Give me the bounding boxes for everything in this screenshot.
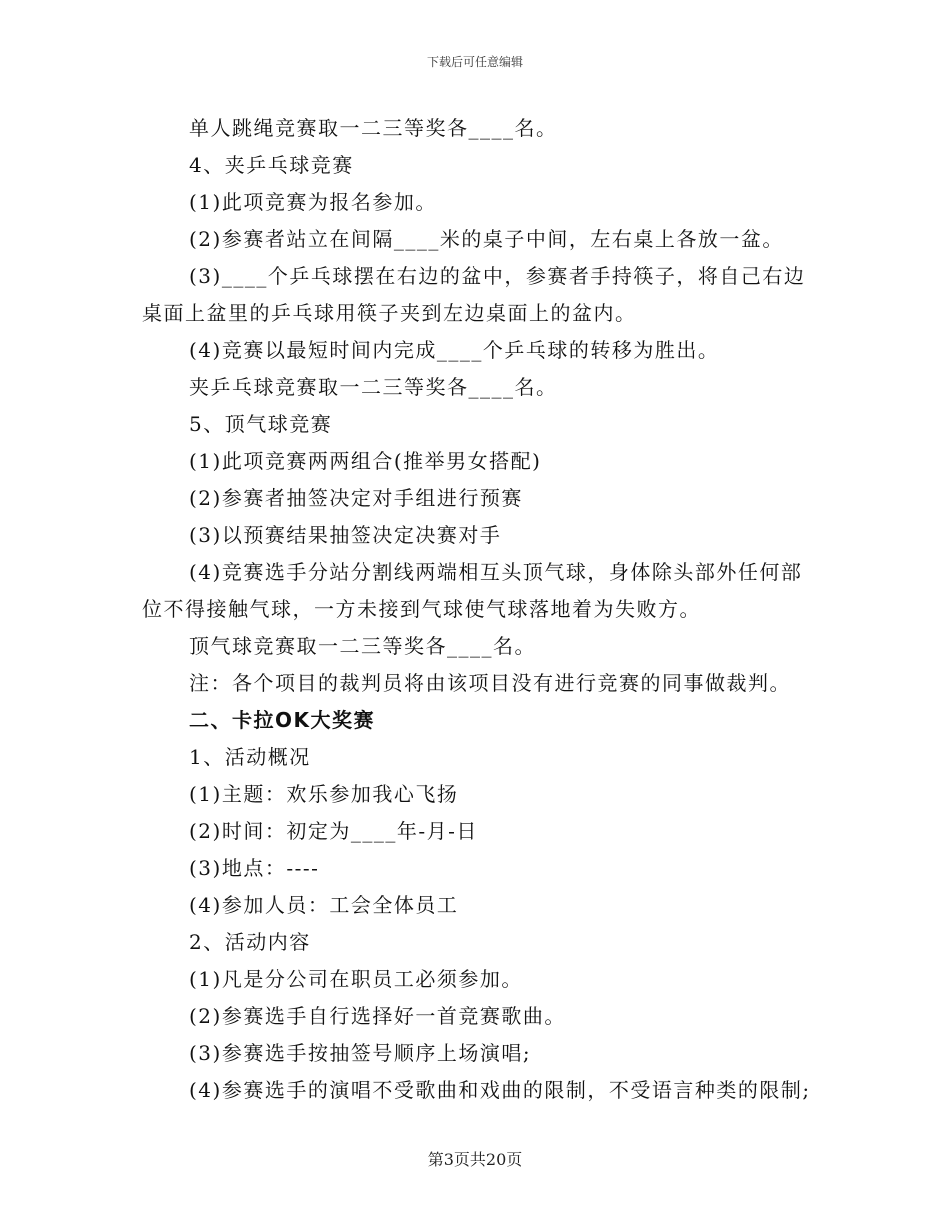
rule-item: (1)此项竞赛为报名参加。 bbox=[189, 190, 437, 214]
rule-item-continuation: 桌面上盆里的乒乓球用筷子夹到左边桌面上的盆内。 bbox=[142, 301, 637, 325]
rule-item-continuation: 位不得接触气球，一方未接到气球使气球落地着为失败方。 bbox=[142, 597, 701, 621]
rule-item: (3)以预赛结果抽签决定决赛对手 bbox=[189, 523, 502, 547]
content-item: (3)参赛选手按抽签号顺序上场演唱; bbox=[189, 1041, 532, 1065]
page-footer: 第3页共20页 bbox=[427, 1150, 523, 1169]
content-item: (2)参赛选手自行选择好一首竞赛歌曲。 bbox=[189, 1004, 566, 1028]
overview-item: (2)时间：初定为____年-月-日 bbox=[189, 819, 478, 843]
content-item: (1)凡是分公司在职员工必须参加。 bbox=[189, 967, 523, 991]
note-line: 注：各个项目的裁判员将由该项目没有进行竞赛的同事做裁判。 bbox=[189, 671, 791, 695]
rule-item: (3)____个乒乓球摆在右边的盆中，参赛者手持筷子，将自己右边 bbox=[189, 264, 806, 288]
award-line-ping-pong: 夹乒乓球竞赛取一二三等奖各____名。 bbox=[189, 375, 558, 399]
overview-item: (3)地点：---- bbox=[189, 856, 320, 880]
rule-item: (4)竞赛选手分站分割线两端相互头顶气球，身体除头部外任何部 bbox=[189, 560, 803, 584]
section-heading-balloon: 5、顶气球竞赛 bbox=[189, 412, 333, 436]
overview-item: (1)主题：欢乐参加我心飞扬 bbox=[189, 782, 459, 806]
document-body bbox=[0, 110, 950, 1109]
rule-item: (2)参赛者抽签决定对手组进行预赛 bbox=[189, 486, 523, 510]
subsection-heading-content: 2、活动内容 bbox=[189, 930, 311, 954]
rule-item: (1)此项竞赛两两组合(推举男女搭配) bbox=[189, 449, 542, 473]
content-item: (4)参赛选手的演唱不受歌曲和戏曲的限制，不受语言种类的限制; bbox=[189, 1078, 811, 1102]
page-header: 下载后可任意编辑 bbox=[426, 55, 523, 69]
section-heading-karaoke: 二、卡拉OK大奖赛 bbox=[189, 708, 375, 732]
award-line-balloon: 顶气球竞赛取一二三等奖各____名。 bbox=[189, 634, 536, 658]
section-heading-ping-pong: 4、夹乒乓球竞赛 bbox=[189, 153, 354, 177]
award-line-jump-rope: 单人跳绳竞赛取一二三等奖各____名。 bbox=[189, 116, 558, 140]
rule-item: (4)竞赛以最短时间内完成____个乒乓球的转移为胜出。 bbox=[189, 338, 720, 362]
subsection-heading-overview: 1、活动概况 bbox=[189, 745, 311, 769]
rule-item: (2)参赛者站立在间隔____米的桌子中间，左右桌上各放一盆。 bbox=[189, 227, 784, 251]
overview-item: (4)参加人员：工会全体员工 bbox=[189, 893, 459, 917]
